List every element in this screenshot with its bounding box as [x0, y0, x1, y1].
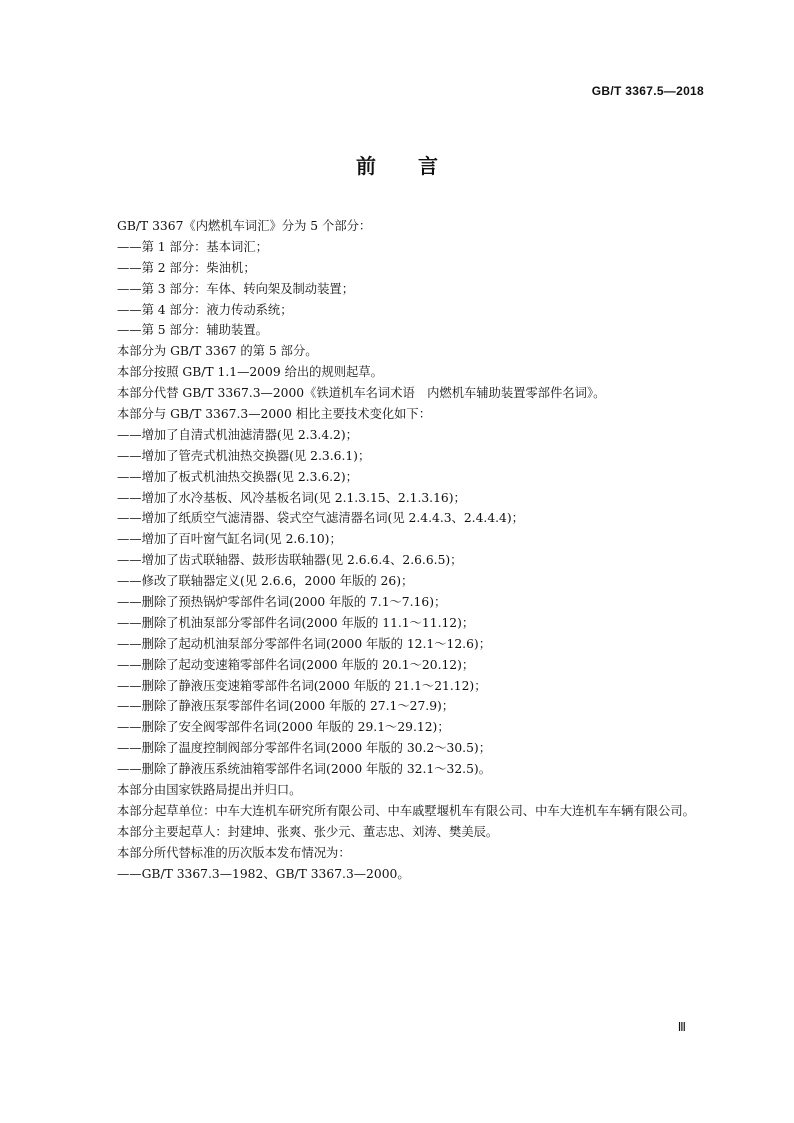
list-item-change: ——删除了安全阀零部件名词(2000 年版的 29.1～29.12)； — [117, 720, 450, 735]
list-item-part-3: ——第 3 部分：车体、转向架及制动装置； — [117, 281, 354, 296]
list-item-change: ——删除了预热锅炉零部件名词(2000 年版的 7.1～7.16)； — [117, 595, 447, 610]
list-item-change: ——删除了起动变速箱零部件名词(2000 年版的 20.1～20.12)； — [117, 657, 475, 672]
page-number: Ⅲ — [677, 1020, 686, 1034]
paragraph-history-intro: 本部分所代替标准的历次版本发布情况为： — [117, 845, 351, 860]
paragraph-parts-intro: GB/T 3367《内燃机车词汇》分为 5 个部分： — [117, 219, 372, 233]
list-item-change: ——增加了百叶窗气缸名词(见 2.6.10)； — [117, 532, 342, 547]
list-item-change: ——删除了静液压系统油箱零部件名词(2000 年版的 32.1～32.5)。 — [117, 762, 491, 777]
list-item-change: ——增加了纸质空气滤清器、袋式空气滤清器名词(见 2.4.4.3、2.4.4.4)； — [117, 511, 524, 526]
list-item-change: ——删除了起动机油泵部分零部件名词(2000 年版的 12.1～12.6)； — [117, 636, 491, 651]
list-item-part-1: ——第 1 部分：基本词汇； — [117, 239, 268, 254]
list-item-change: ——增加了管壳式机油热交换器(见 2.3.6.1)； — [117, 448, 371, 463]
list-item-change: ——删除了静液压泵零部件名词(2000 年版的 27.1～27.9)； — [117, 699, 455, 714]
list-item-change: ——删除了温度控制阀部分零部件名词(2000 年版的 30.2～30.5)； — [117, 741, 491, 756]
list-item-change: ——增加了水冷基板、风冷基板名词(见 2.1.3.15、2.1.3.16)； — [117, 490, 466, 505]
paragraph-proposed-by: 本部分由国家铁路局提出并归口。 — [117, 783, 302, 798]
paragraph-changes-intro: 本部分与 GB/T 3367.3—2000 相比主要技术变化如下： — [117, 407, 432, 422]
foreword-body — [90, 216, 710, 885]
list-item-part-4: ——第 4 部分：液力传动系统； — [117, 302, 293, 317]
list-item-change: ——修改了联轴器定义(见 2.6.6，2000 年版的 26)； — [117, 574, 414, 589]
paragraph-drafters: 本部分主要起草人：封建坤、张爽、张少元、董志忠、刘涛、樊美辰。 — [117, 824, 499, 839]
list-item-change: ——增加了自清式机油滤清器(见 2.3.4.2)； — [117, 427, 358, 442]
list-item-part-5: ——第 5 部分：辅助装置。 — [117, 323, 268, 338]
list-item-change: ——增加了齿式联轴器、鼓形齿联轴器(见 2.6.6.4、2.6.6.5)； — [117, 553, 463, 568]
paragraph-replaces: 本部分代替 GB/T 3367.3—2000《铁道机车名词术语 内燃机车辅助装置零部件名词》。 — [117, 386, 606, 401]
paragraph-drafting-organizations: 本部分起草单位：中车大连机车研究所有限公司、中车戚墅堰机车有限公司、中车大连机车车辆有限公司。 — [117, 803, 695, 818]
list-item-change: ——删除了静液压变速箱零部件名词(2000 年版的 21.1～21.12)； — [117, 678, 487, 693]
paragraph-drafting-rules: 本部分按照 GB/T 1.1—2009 给出的规则起草。 — [117, 365, 383, 380]
list-item-history: ——GB/T 3367.3—1982、GB/T 3367.3—2000。 — [117, 866, 410, 881]
list-item-change: ——增加了板式机油热交换器(见 2.3.6.2)； — [117, 469, 358, 484]
standard-code: GB/T 3367.5—2018 — [591, 84, 704, 98]
list-item-change: ——删除了机油泵部分零部件名词(2000 年版的 11.1～11.12)； — [117, 615, 475, 630]
paragraph-this-part: 本部分为 GB/T 3367 的第 5 部分。 — [117, 344, 318, 359]
page-title: 前言 — [356, 154, 480, 178]
list-item-part-2: ——第 2 部分：柴油机； — [117, 260, 256, 275]
